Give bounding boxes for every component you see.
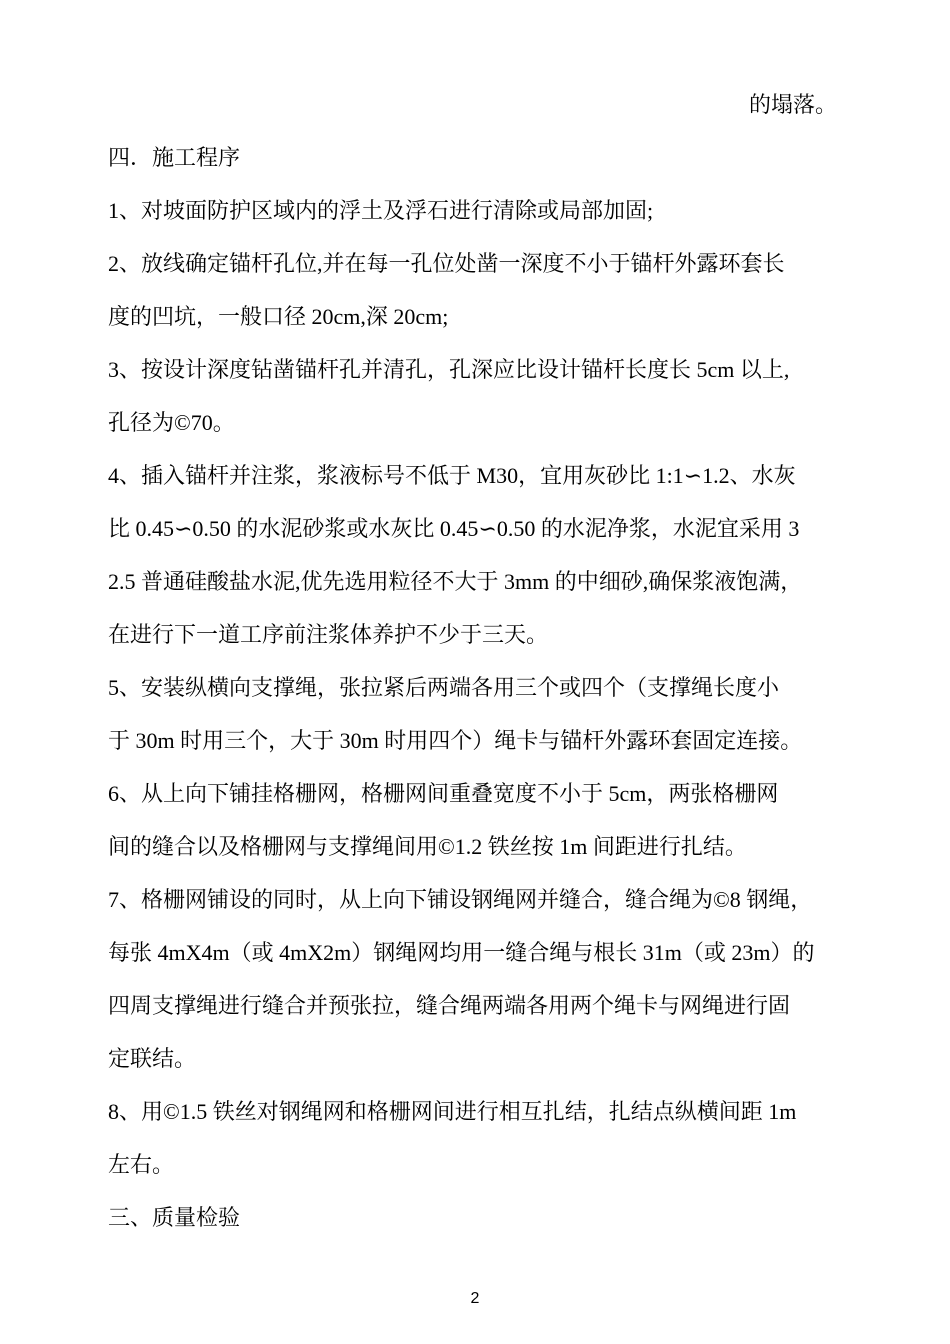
text-line: 每张 4mX4m（或 4mX2m）钢绳网均用一缝合绳与根长 31m（或 23m）的 bbox=[108, 940, 815, 965]
text-line: 5、安装纵横向支撑绳，张拉紧后两端各用三个或四个（支撑绳长度小 bbox=[108, 675, 780, 700]
text-line: 于 30m 时用三个，大于 30m 时用四个）绳卡与锚杆外露环套固定连接。 bbox=[108, 728, 803, 753]
text-line: 的塌落。 bbox=[748, 92, 837, 117]
text-line: 1、对坡面防护区域内的浮土及浮石进行清除或局部加固; bbox=[108, 198, 654, 223]
text-line: 2、放线确定锚杆孔位,并在每一孔位处凿一深度不小于锚杆外露环套长 bbox=[108, 251, 785, 276]
text-line: 在进行下一道工序前注浆体养护不少于三天。 bbox=[108, 622, 549, 647]
text-line: 间的缝合以及格栅网与支撑绳间用©1.2 铁丝按 1m 间距进行扎结。 bbox=[108, 834, 747, 859]
text-line: 四周支撑绳进行缝合并预张拉，缝合绳两端各用两个绳卡与网绳进行固 bbox=[108, 993, 791, 1018]
text-line: 比 0.45∽0.50 的水泥砂浆或水灰比 0.45∽0.50 的水泥净浆，水泥宜采用 3 bbox=[108, 516, 800, 541]
section-heading: 三、质量检验 bbox=[108, 1205, 241, 1230]
text-line: 定联结。 bbox=[108, 1046, 197, 1071]
text-line: 2.5 普通硅酸盐水泥,优先选用粒径不大于 3mm 的中细砂,确保浆液饱满， bbox=[108, 569, 803, 594]
text-line: 3、按设计深度钻凿锚杆孔并清孔，孔深应比设计锚杆长度长 5cm 以上, bbox=[108, 357, 790, 382]
text-line: 4、插入锚杆并注浆，浆液标号不低于 M30，宜用灰砂比 1:1∽1.2、水灰 bbox=[108, 463, 796, 488]
text-line: 8、用©1.5 铁丝对钢绳网和格栅网间进行相互扎结，扎结点纵横间距 1m bbox=[108, 1099, 797, 1124]
text-line: 度的凹坑，一般口径 20cm,深 20cm; bbox=[108, 304, 449, 329]
text-line: 孔径为©70。 bbox=[108, 410, 235, 435]
text-line: 7、格栅网铺设的同时，从上向下铺设钢绳网并缝合，缝合绳为©8 钢绳， bbox=[108, 887, 813, 912]
text-line: 6、从上向下铺挂格栅网，格栅网间重叠宽度不小于 5cm，两张格栅网 bbox=[108, 781, 779, 806]
page-number: 2 bbox=[470, 1290, 480, 1307]
text-line: 左右。 bbox=[108, 1152, 175, 1177]
section-heading: 四．施工程序 bbox=[108, 145, 241, 170]
